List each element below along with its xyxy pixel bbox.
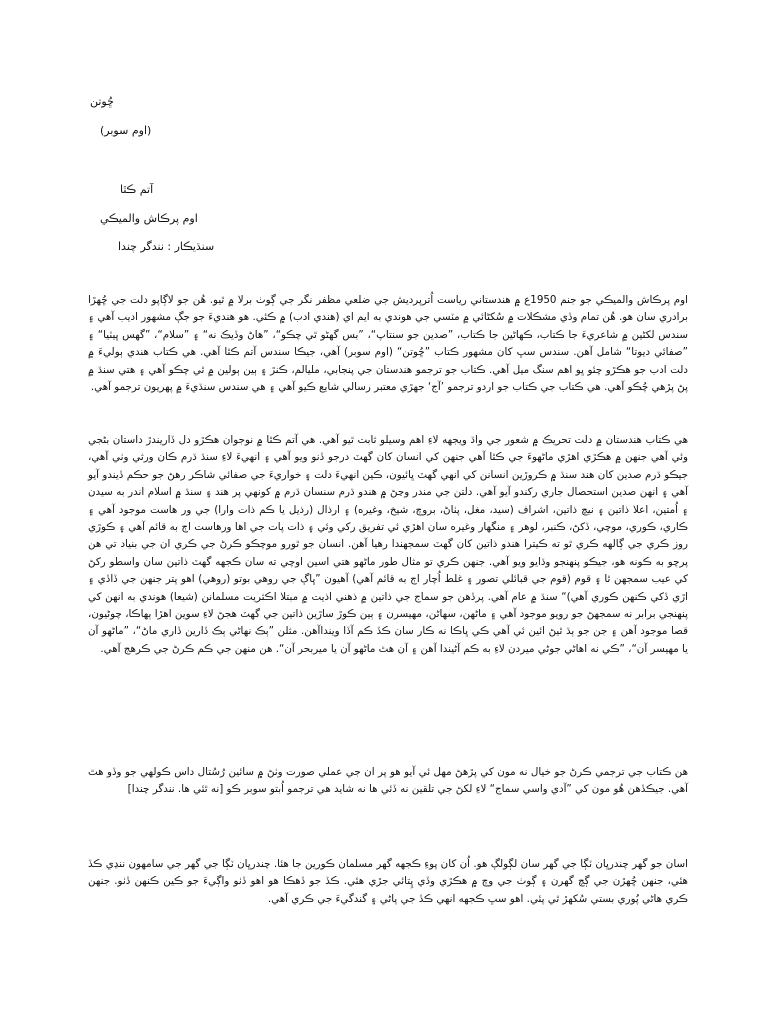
paragraph-3: هن ڪتاب جي ترجمي ڪرڻ جو خيال نه مون کي پڙهڻ مهل ئي آيو هو پر ان جي عملي صورت وٺڻ ۾ سائين رُسُتال داس ڪولهي جو وڏو هٿ آهي. جيڪڏهن هُو مون کي ”آدي واسي سماج“ لاءِ لکڻ جي تلقين نه ڏئي ها نه شايد هي ترجمو اُبتو سوبر ڪو [نه ٿئي ها. نندگر چندا] xyxy=(88,766,688,796)
paragraph-1: اوم پرڪاش والميڪي جو جنم 1950ع ۾ هندستاني رياست اُترپرديش جي ضلعي مظفر نگر جي ڳوٺ برلا ۾ ٿيو. هُن جو لاڳاپو دلت جي ڇُهڙا برادري سان هو. هُن تمام وڏي مشڪلات ۾ سُکڻائي ۾ مٽسي جي هوندي به ايم اي (هندي ادب) ۾ ڪئي. هو هنديءَ جو جڳ مشهور اديب آهي ۽ سندس لکڻين ۾ شاعريءَ جا ڪتاب، ڪهاڻين جا ڪتاب، ”صدين جو سنتاپ“، ”بس گهڻو ٿي چڪو“، ”هاڻ وڏيڪ نه“ ۽ ”سلام“، ”گهس ڀيٽيا“ ۽ ”صفائي ديوتا“ شامل آهن. سندس سڀ کان مشهور ڪتاب ”ڇُوتن“ (اوم سوبر) آهي، جيڪا سندس آتم ڪٿا آهي. هي ڪتاب هندي ٻوليءَ ۾ دلت ادب جو هڪڙو چئو ڀو اهم سنگ ميل آهي. ڪتاب جو ترجمو هندستان جي پنجابي، مليالم، ڪنڙ ۽ ٻين ٻولين ۾ ٿي چڪو آهي ۽ هتي سنڌ ۾ پڻ پڙهي چُڪو آهي. هي ڪتاب جي ڪتاب جو اردو ترجمو ’آج‘ جهڙي معتبر رسالي شايع ڪيو آهي ۽ هي سندس سنڌيءَ ۾ پهريون ترجمو آهي. xyxy=(88,294,688,394)
body-paragraph xyxy=(88,432,688,658)
genre-label: آتم ڪٿا xyxy=(120,183,154,196)
translator-credit: سنڌيڪار : نندگر چندا xyxy=(118,240,215,253)
chapter-opening xyxy=(88,856,688,908)
document-subtitle: (اوم سوبر) xyxy=(100,124,152,137)
document-title: ڇُوتن xyxy=(90,95,114,108)
paragraph-4: اسان جو گهر چندرڀان ٽڳا جي گهر سان لڳولڳ هو. اُن کان پوءِ ڪجهه گهر مسلمان ڪورين جا هئا. چندرڀان ٽڳا جي گهر جي سامهون ننڍي ڪڏ هئي، جنهن ڇُهڙن جي ڳچ گهرن ۽ ڳوٺ جي وچ ۾ هڪڙي وڏي ڀِتائي جڙي هئي. ڪڏ جو ڏهڪا هو اهو ڏٺو واڳيءَ جو ڪين ڪنهن ڏٺو. جنهن ڪري هاڻي پُوري بستي سُکهڙ ٿي پئي. اهو سڀ ڪجهه انهي ڪڏ جي پاڻي ۽ گندگيءَ جي ڪري آهي. xyxy=(88,858,688,905)
intro-paragraph xyxy=(88,292,688,396)
translator-note xyxy=(88,764,688,799)
author-name: اوم پرڪاش والميڪي xyxy=(100,212,198,225)
paragraph-2: هي ڪتاب هندستان ۾ دلت تحريڪ ۾ شعور جي واڌ ويجهه لاءِ اهم وسيلو ثابت ٿيو آهي. هي آتم ڪٿا ۾ نوجوان هڪڙو دل ڏاريندڙ داستان بڻجي وئي آهي جنهن ۾ هڪڙي اهڙي ماڻهوءَ جي ڪٿا آهي جنهن کي انسان کان گهٽ درجو ڏنو ويو آهي ۽ انهيءَ لاءِ سنڌ ڌرم ڪان ورثي وٺي آهي، جيڪو ڌرم صدين کان هند سنڌ ۾ ڪروڙين انسانن کي انهي گهٽ ڀائيون، ڪين انهيءَ دلت ۽ خواريءَ جي صفائي شاڪر رهڻ جو حڪم ڏيندو آيو آهي ۽ انهن صدين استحصال جاري رکندو آيو آهي. دلتن جي مندر وڃڻ ۾ هندو ڌرم سنسان ڌرم ۾ کونهي پر هند ۽ سنڌ ۾ اسلام اندر به سيدن ۽ اُمتين، اعلا ذاتين ۽ نيچ ذاتين، اشراف (سيد، مغل، پٺاڻ، بروچ، شيخ، وغيره) ۽ ارذال (رذيل يا ڪم ذات وارا) جي ور هاست موجود آهي ۽ ڪاري، ڪوري، موچي، ڏکڻ، ڪنبر، لوهر ۽ منگهار وغيره سان اهڙي ئي تفريق رکي وئي ۽ ذات پات جي اها ورهاست اڄ به قائم آهي ۽ ڪوڙي روز ڪري جي ڳالهه ڪري ٿو ته ڪيترا هندو ذاتين کان گهٽ سمجهندا رهيا آهن. انسان جو ٿورو موچڪو ڪرڻ جي ڪري ان جي بنياد تي هن پرچو به ڪونه هو، جيڪو پنهنجو وڌايو ويو آهي. جنهن ڪري تو مثال طور ماڻهو هتي اسين اوچي ته سان ڪجهه گهٽ ذاتين سان واسطو رکڻ کي عيب سمجهن ٿا ۽ قوم (قوم جي قبائلي تصور ۽ غلط اُچار اڄ به قائم آهي) آهيون ”ڀاڳ جي روهي بوتو (روهي) اهو پتر جنهن جي ڏاڏي ۽ اڙي ڏکي ڪنهن ڪوري آهي)“ سنڌ ۾ عام آهي. پرڏهن جو سماج جي ذاتين ۾ ذهني اذيت ۾ مبتلا اڪثريت مسلمانن (شيعا) هوندي به انهن کي پنهنجي برابر نه سمجهڻ جو رويو موجود آهي ۽ ماڻهن، سهاڻن، مهيسرن ۽ ٻين ڪوڙ ساڙين ذاتين جي گهٽ هجڻ لاءِ سوين اهڙا ٻهاڪا، چوڻيون، قصا موجود آهن ۽ جن جو ٻڌ ٿيڻ ائين ئي آهي ڪي ڀاڪا نه ڪار سان ڪڏ ڪم آڏا وينداآهن. مثلن ”ٻڪ نهاڻي ٻڪ ڏارين ڏاري ماڻ“، ”ماڻهو آن يا مهيسر آن“، ”ڪي نه اهاڻي جوڻي ميردن لاءِ به ڪم آڻيندا آهن ۽ آن هٿ ماڻهو آن يا ميربحر آن“. هن منهن جي ڪم ڪرڻ جي ڪرهج آهي. xyxy=(88,434,688,655)
